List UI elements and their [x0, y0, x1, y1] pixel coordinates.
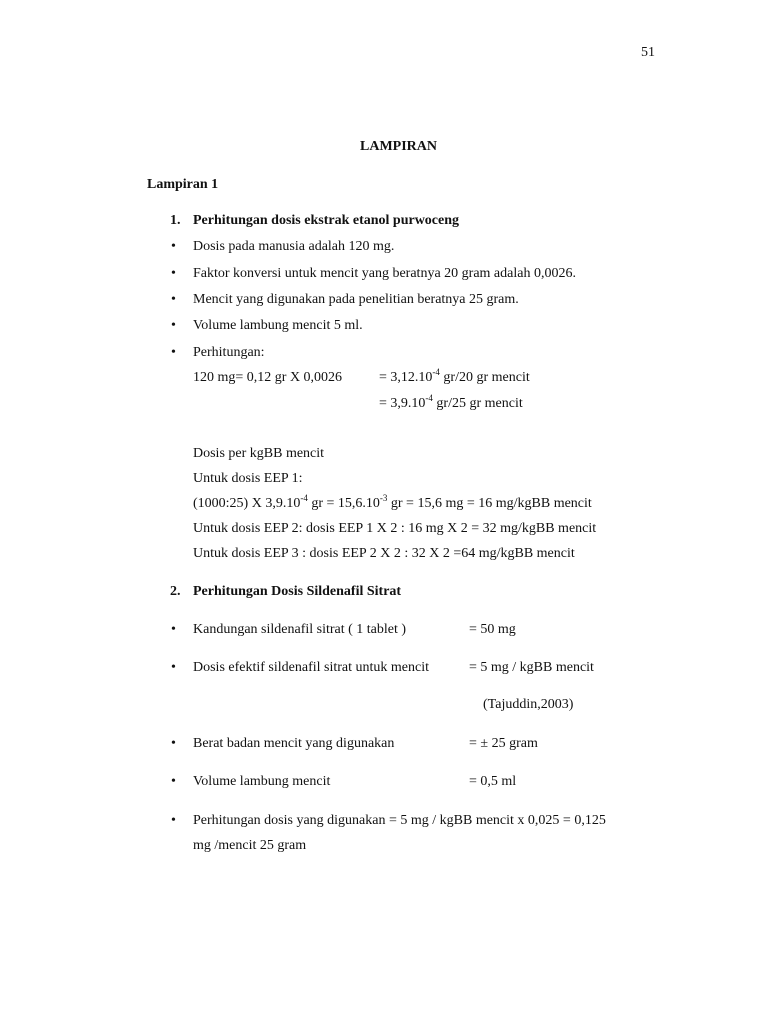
part2-heading: Perhitungan Dosis Sildenafil Sitrat: [193, 584, 402, 599]
part2-number: 2.: [170, 584, 181, 599]
row-value: = 50 mg: [469, 622, 516, 637]
list-item: Volume lambung mencit 5 ml.: [193, 318, 363, 333]
dose-heading: Dosis per kgBB mencit: [193, 446, 325, 461]
eep2-calc: Untuk dosis EEP 2: dosis EEP 1 X 2 : 16 mg X 2 = 32 mg/kgBB mencit: [193, 521, 597, 536]
bullet-icon: •: [171, 622, 176, 637]
row-value: = ± 25 gram: [469, 736, 538, 751]
page-title: LAMPIRAN: [360, 139, 437, 154]
page-number: 51: [641, 45, 655, 60]
final-calc-line-2: mg /mencit 25 gram: [193, 838, 307, 853]
section-heading: Lampiran 1: [147, 177, 219, 192]
citation: (Tajuddin,2003): [483, 697, 574, 712]
calc-line-result-1: = $3,12.10^{-4}$ gr/20 gr mencit: [379, 367, 530, 385]
row-label: Kandungan sildenafil sitrat ( 1 tablet ): [193, 622, 407, 637]
row-value: = 5 mg / kgBB mencit: [469, 660, 594, 675]
eep1-label: Untuk dosis EEP 1:: [193, 471, 303, 486]
row-value: = 0,5 ml: [469, 774, 517, 789]
bullet-icon: •: [171, 239, 176, 254]
bullet-icon: •: [171, 660, 176, 675]
calc-line-result-2: = $3,9.10^{-4}$ gr/25 gr mencit: [379, 393, 523, 411]
bullet-icon: •: [171, 736, 176, 751]
final-calc-line-1: Perhitungan dosis yang digunakan = 5 mg / kgBB mencit x 0,025 = 0,125: [193, 813, 606, 828]
list-item: Perhitungan:: [193, 345, 265, 360]
bullet-icon: •: [171, 813, 176, 828]
list-item: Dosis pada manusia adalah 120 mg.: [193, 239, 395, 254]
list-item: Mencit yang digunakan pada penelitian beratnya 25 gram.: [193, 292, 519, 307]
list-item: Faktor konversi untuk mencit yang beratnya 20 gram adalah 0,0026.: [193, 266, 576, 281]
bullet-icon: •: [171, 774, 176, 789]
part1-heading: Perhitungan dosis ekstrak etanol purwoceng: [193, 213, 460, 228]
bullet-icon: •: [171, 318, 176, 333]
bullet-icon: •: [171, 266, 176, 281]
row-label: Dosis efektif sildenafil sitrat untuk mencit: [193, 660, 430, 675]
row-label: Volume lambung mencit: [193, 774, 331, 789]
bullet-icon: •: [171, 292, 176, 307]
bullet-icon: •: [171, 345, 176, 360]
eep3-calc: Untuk dosis EEP 3 : dosis EEP 2 X 2 : 32 X 2 =64 mg/kgBB mencit: [193, 546, 575, 561]
row-label: Berat badan mencit yang digunakan: [193, 736, 395, 751]
part1-number: 1.: [170, 213, 181, 228]
calc-line-left: 120 mg= 0,12 gr X 0,0026: [193, 370, 343, 385]
eep1-calc: (1000:25) X $3,9.10^{-4}$ gr = $15,6.10^{-3}$ gr = 15,6 mg = 16 mg/kgBB mencit: [193, 493, 592, 511]
